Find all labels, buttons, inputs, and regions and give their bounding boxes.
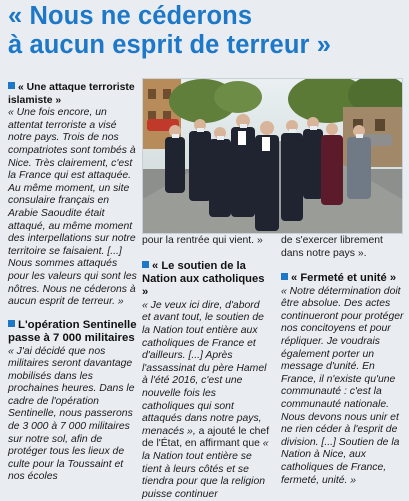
article-headline (8, 2, 403, 60)
news-photo (142, 78, 403, 234)
bullet-square-icon (281, 273, 288, 280)
continued-text: de s'exercer librement dans notre pays ». (281, 235, 383, 259)
continued-text: pour la rentrée qui vient. » (142, 235, 263, 246)
column-2 (142, 235, 270, 501)
column-3 (281, 235, 405, 487)
bullet-square-icon (142, 261, 149, 268)
section-body-firmness: « Notre détermination doit être absolue. Des actes continueront pour protéger nos concitoyens et pour répliquer. Je voudrais également porter un message d'unité. En France, il n'existe qu'une communauté : c'est la communauté nationale. Nous devons nous unir et ne rien céder à l'esprit de division. [...] Soutien de la Nation à Nice, aux catholiques de France, fermeté, unité. » (281, 285, 404, 486)
section-body-catholics: « Je veux ici dire, d'abord et avant tout, le soutien de la Nation tout entière aux catholiques de France et d'ailleurs. [...] Après l'assassinat du père Hamel à l'été 2016, c'est une nouvelle fois les catholiques qui sont attaqués dans notre pays, menacés », a ajouté le chef de l'État, en affirmant que « la Nation tout entière se tient à leurs côtés et se tiendra pour que la religion puisse continuer (142, 299, 270, 500)
column-1 (8, 82, 139, 484)
section-title-firmness: « Fermeté et unité » (281, 272, 405, 285)
bullet-square-icon (8, 320, 15, 327)
section-body-attack: « Une fois encore, un attentat terroriste a visé notre pays. Trois de nos compatriotes sont tombés à Nice. Très clairement, c'est la France qui est attaquée. Au même moment, un site consulaire français en Arabie Saoudite était attaqué, au même moment des interpellations sur notre territoire se faisaient. [...] Nous sommes attaqués pour les valeurs qui sont les nôtres. Nous ne céderons à aucun esprit de terreur. » (8, 107, 137, 308)
section-title-sentinelle: L'opération Sentinelle passe à 7 000 militaires (8, 318, 137, 345)
headline-line-2: à aucun esprit de terreur » (8, 31, 331, 59)
section-title-catholics: « Le soutien de la Nation aux catholiques » (142, 259, 265, 299)
section-body-sentinelle: « J'ai décidé que nos militaires seront davantage mobilisés dans les prochaines heures. Dans le cadre de l'opération Sentinelle, nous passerons de 3 000 à 7 000 militaires sur notre sol, afin de protéger tous les lieux de culte pour la Toussaint et nos écoles (8, 345, 135, 483)
headline-line-1: « Nous ne céderons (8, 2, 253, 30)
photo-scene-image (143, 79, 402, 233)
bullet-square-icon (8, 82, 15, 89)
section-title-attack: « Une attaque terroriste islamiste » (8, 82, 135, 106)
